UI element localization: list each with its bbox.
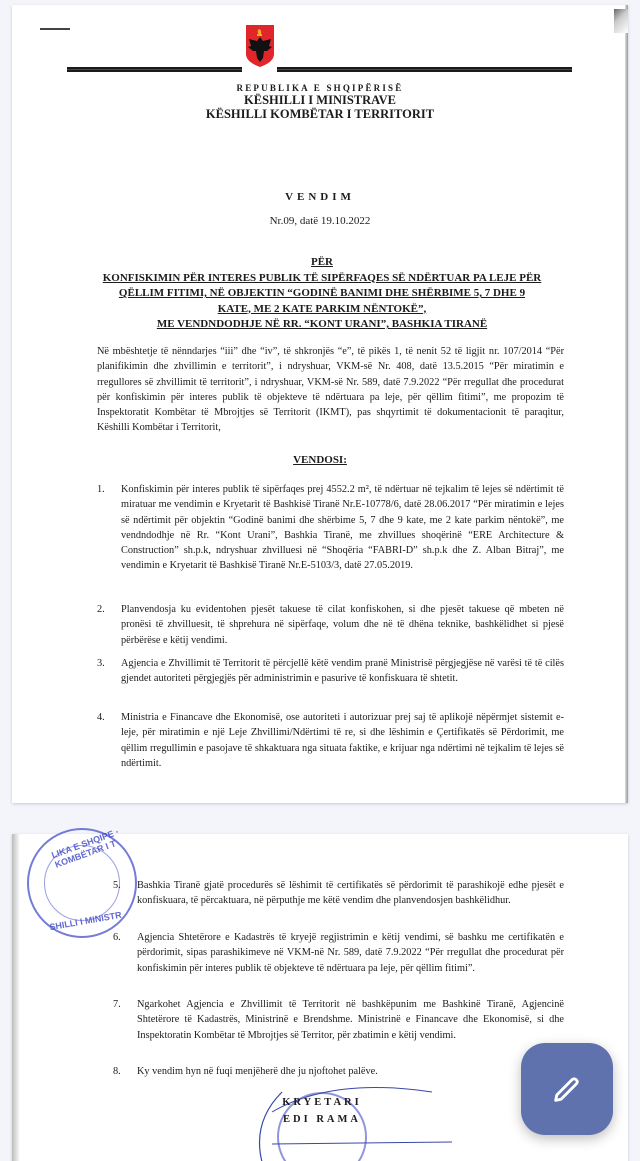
stamp-text: SHILLI I MINISTR bbox=[48, 909, 123, 933]
item-text: Konfiskimin për interes publik të sipërfaqes prej 4552.2 m², të ndërtuar në tejkalim të lejes së ndërtimit të miratuar me vendimin e Kryetarit të Bashkisë Tiranë Nr.E-10778/6, datë 28.06.2017 “Për miratimin e lejes së ndërtimit për objektin “Godinë banimi dhe shërbime 5, 7 dhe 9 kate, me 2 kate parkim nëntokë”, me vendndodhje në Rr. “Kont Urani”, Bashkia Tiranë, me zhvillues shoqërinë “ERE Architecture & Construction” sh.p.k, ndryshuar zhvilluesi në “Shoqëria “FABRI-D” sh.p.k dhe Z. Alban Bitraj”, me vendimin e Kryetarit të Bashkisë Tiranë Nr.E-5103/3, datë 27.05.2019. bbox=[121, 484, 564, 572]
item-text: Planvendosja ku evidentohen pjesët takuese të cilat konfiskohen, si dhe pjesët takuese që mbeten në pronësi të zhvilluesit, të shprehura në sipërfaqe, volum dhe në të dhëna teknike, bashkëlidhet si pjesë përbërëse e këtij vendimi. bbox=[121, 604, 564, 646]
page-edge bbox=[12, 834, 20, 1161]
item-text: Bashkia Tiranë gjatë procedurës së lëshimit të certifikatës së përdorimit të parashikojë edhe pjesët e konfiskuara, të përcaktuara, në përputhje me këtë vendim dhe planvendosjen bashkëlidhur. bbox=[137, 880, 564, 907]
stamp-text: LIKA E SHQIPE · KOMBËTAR I T bbox=[50, 826, 121, 870]
vendim-title: VENDIM bbox=[285, 191, 355, 203]
signature-block bbox=[262, 1097, 382, 1125]
item-number: 1. bbox=[97, 484, 105, 495]
signatory-title: KRYETARI bbox=[282, 1097, 362, 1108]
preamble-paragraph: Në mbështetje të nënndarjes “iii” dhe “iv”, të shkronjës “e”, të pikës 1, të nenit 52 të ligjit nr. 107/2014 “Për planifikimin dhe zhvillimin e territorit”, i ndryshuar, VKM-së Nr. 408, datë 13.5.2015 “Për miratimin e rregullores së zhvillimit të territorit”, i ndryshuar, VKM-së Nr. 589, datë 7.9.2022 “Për rregullat dhe procedurat për konfiskimin për interes publik të objekteve të ndërtuara pa leje, për qëllim fitimi”, me propozim të Inspektoratit Kombëtar të Mbrojtjes së Territorit (IKMT), pas shqyrtimit të dokumentacionit të paraqitur, Këshilli Kombëtar i Territorit, bbox=[97, 346, 564, 434]
signatory-name: EDI RAMA bbox=[283, 1114, 361, 1125]
item-number: 8. bbox=[113, 1066, 121, 1077]
header-rule bbox=[67, 67, 242, 72]
item-text: Agjencia Shtetërore e Kadastrës të kryejë regjistrimin e këtij vendimi, së bashku me certifikatën e përdorimit, sipas parashikimeve në VKM-në Nr. 589, datë 7.9.2022 “Për rregullat dhe procedurat për konfiskimin për interes publik të objekteve të ndërtuara pa leje, për qëllim fitimi”. bbox=[137, 932, 564, 974]
item-number: 5. bbox=[113, 880, 121, 891]
item-number: 7. bbox=[113, 999, 121, 1010]
vendim-number: Nr.09, datë 19.10.2022 bbox=[269, 215, 371, 227]
header-republika: REPUBLIKA E SHQIPËRISË bbox=[236, 83, 404, 93]
title-line: ME VENDNDODHJE NË RR. “KONT URANI”, BASHKIA TIRANË bbox=[156, 318, 488, 330]
albanian-coat-of-arms-icon bbox=[245, 24, 275, 68]
decision-title bbox=[102, 255, 542, 333]
item-text: Ministria e Financave dhe Ekonomisë, ose autoriteti i autorizuar prej saj të aplikojë nëpërmjet sistemit e-leje, për miratimin e një Leje Zhvillimi/Ndërtimi të re, si dhe lëshimin e Çertifikatës së Përdorimit, me qëllim rregullimin e pasojave të shkaktuara nga situata faktike, e krijuar nga ndërtimi në tejkalim të lejes së ndërtimit. bbox=[121, 712, 564, 769]
document-page-1 bbox=[12, 5, 628, 803]
vendosi-heading: VENDOSI: bbox=[293, 454, 347, 466]
item-text: Ky vendim hyn në fuqi menjëherë dhe ju njoftohet palëve. bbox=[137, 1066, 378, 1077]
header-ministrave: KËSHILLI I MINISTRAVE bbox=[244, 93, 396, 107]
title-line: PËR bbox=[311, 256, 333, 268]
title-line: KONFISKIMIN PËR INTERES PUBLIK TË SIPËRFAQES SË NDËRTUAR PA LEJE PËR QËLLIM FITIMI, NË OBJEKTIN “GODINË BANIMI DHE SHËRBIME 5, 7 DHE 9 KATE, ME 2 KATE PARKIM NËNTOKË”, bbox=[102, 271, 542, 315]
item-number: 4. bbox=[97, 712, 105, 723]
header-kombetar: KËSHILLI KOMBËTAR I TERRITORIT bbox=[205, 107, 435, 121]
scan-mark bbox=[40, 28, 70, 30]
item-text: Agjencia e Zhvillimit të Territorit të përcjellë këtë vendim pranë Ministrisë përgjegjëse në varësi të të cilës gjendet autoriteti përgjegjës për administrimin e pasurive të konfiskuara të shtetit. bbox=[121, 658, 564, 685]
header-rule bbox=[277, 67, 572, 72]
page-edge bbox=[625, 5, 628, 803]
item-number: 6. bbox=[113, 932, 121, 943]
edit-fab-button[interactable] bbox=[521, 1043, 613, 1135]
item-text: Ngarkohet Agjencia e Zhvillimit të Territorit në bashkëpunim me Bashkinë Tiranë, Agjencinë Shtetërore të Kadastrës, Ministrinë e Brendshme. Ministrinë e Financave dhe Ekonomisë, si dhe Inspektoratin Kombëtar të Mbrojtjes së Territor, për zbatimin e këtij vendimi. bbox=[137, 999, 564, 1041]
page-corner-fold bbox=[614, 9, 628, 33]
item-number: 2. bbox=[97, 604, 105, 615]
item-number: 3. bbox=[97, 658, 105, 669]
pencil-edit-icon bbox=[550, 1072, 584, 1106]
